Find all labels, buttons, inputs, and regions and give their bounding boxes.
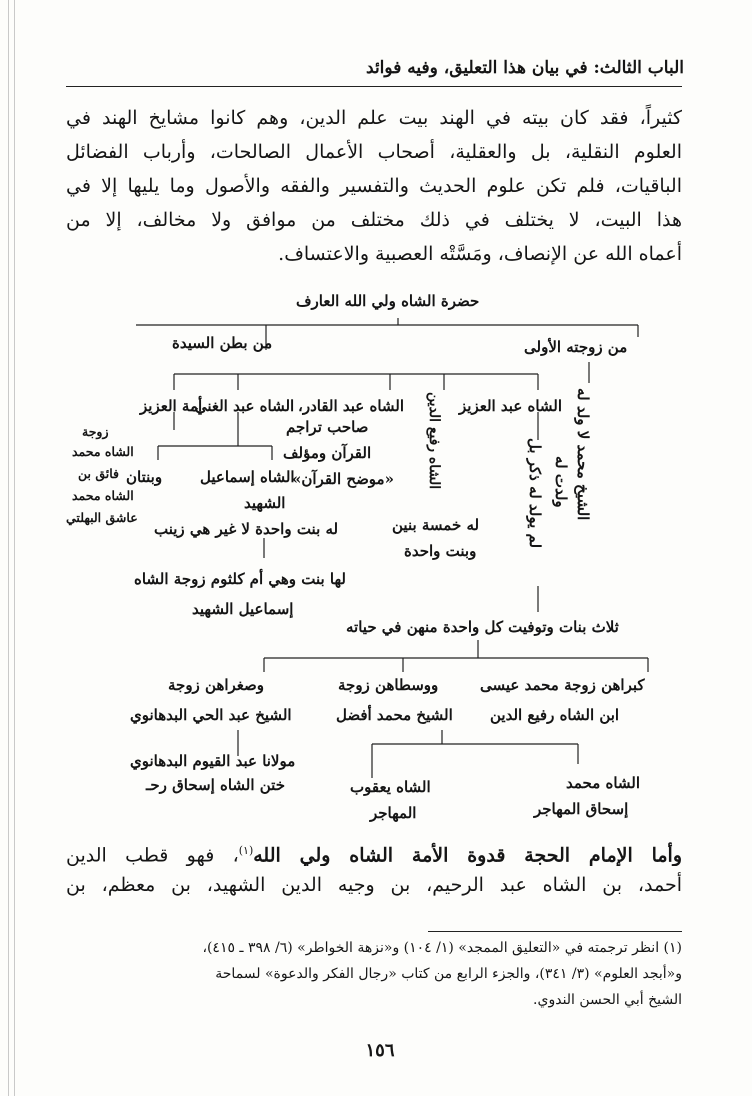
paragraph-line-2: العلوم النقلية، بل والعقلية، أصحاب الأعمال الصالحات، وأرباب الفضائل: [66, 141, 682, 163]
tree-youngest-line2: الشيخ عبد الحي البدهانوي: [130, 706, 292, 724]
tree-amat-husband-line3: فائق بن: [78, 466, 120, 481]
paragraph-line-1: كثيراً، فقد كان بيته في الهند بيت علم الدين، وهم كانوا مشايخ الهند في: [66, 107, 682, 129]
tree-abdulqayyum-line1: مولانا عبد القيوم البدهانوي: [130, 752, 296, 770]
tree-root: حضرة الشاه ولي الله العارف: [296, 292, 480, 310]
footnote-line-1: (١) انظر ترجمته في «التعليق الممجد» (١/ ١٠٤) و«نزهة الخواطر» (٦/ ٣٩٨ ـ ٤١٥)،: [202, 940, 682, 956]
tree-son-abdulqadir: الشاه عبد القادر،: [298, 397, 405, 415]
tree-daughter-amatulaziz: أمة العزيز: [140, 397, 203, 415]
tree-amat-husband-line4: الشاه محمد: [72, 488, 134, 503]
tree-yaqub-line2: المهاجر: [370, 804, 417, 822]
tree-son-abdulaziz: الشاه عبد العزيز: [459, 397, 563, 415]
tree-ismail-daughter-line2: إسماعيل الشهيد: [192, 600, 294, 618]
paragraph-line-3: الباقيات، فلم تكن علوم الحديث والتفسير والفقه والأصول وما يليها إلا في: [66, 175, 682, 197]
tree-amat-husband-line2: الشاه محمد: [72, 444, 134, 459]
tree-son-abdulghani: الشاه عبد الغني،: [190, 397, 295, 415]
tree-abdulghani-daughters: وبنتان: [126, 468, 163, 486]
tree-son-muhammad: الشيخ محمد لا ولد له: [574, 388, 592, 521]
footnote-separator: [428, 931, 682, 932]
running-header: الباب الثالث: في بيان هذا التعليق، وفيه فوائد: [366, 58, 684, 78]
closing-heading: وأما الإمام الحجة قدوة الأمة الشاه ولي الله: [253, 844, 682, 866]
paragraph-line-5: أعماه الله عن الإنصاف، ومَسَّتْه العصبية والاعتساف.: [278, 243, 682, 265]
tree-middle-line2: الشيخ محمد أفضل: [336, 706, 453, 724]
tree-no-son-line1: لم يولد له ذكر بل: [526, 438, 544, 549]
tree-abdulqayyum-line2: ختن الشاه إسحاق رحـ: [146, 776, 285, 794]
tree-abdulqadir-desc-line1: صاحب تراجم: [286, 418, 369, 436]
paragraph-line-4: هذا البيت، لا يختلف في ذلك مختلف من موافق ولا مخالف، إلا من: [66, 209, 682, 231]
tree-eldest-line1: كبراهن زوجة محمد عيسى: [480, 676, 645, 694]
tree-amat-husband-line5: عاشق البهلتي: [66, 510, 138, 525]
footnote-line-3: الشيخ أبي الحسن الندوي.: [533, 992, 682, 1008]
tree-wife-first: من زوجته الأولى: [524, 338, 628, 356]
tree-middle-line1: ووسطاهن زوجة: [338, 676, 439, 694]
tree-eldest-line2: ابن الشاه رفيع الدين: [490, 706, 620, 724]
closing-line-1-tail: ، فهو قطب الدين: [66, 844, 239, 866]
tree-ishaq-line2: إسحاق المهاجر: [534, 800, 629, 818]
tree-rafi-children-line1: له خمسة بنين: [392, 516, 480, 534]
tree-youngest-line1: وصغراهن زوجة: [168, 676, 265, 694]
tree-wife-second: من بطن السيدة: [172, 334, 273, 352]
tree-amat-husband-line1: زوجة: [82, 424, 109, 439]
tree-son-rafi: الشاه رفيع الدين: [426, 392, 442, 490]
tree-no-son-line2: ولدت له: [552, 456, 570, 508]
page-number: ١٥٦: [365, 1040, 395, 1061]
tree-three-daughters: ثلاث بنات وتوفيت كل واحدة منهن في حياته: [346, 618, 619, 636]
tree-ishaq-line1: الشاه محمد: [566, 774, 641, 792]
tree-rafi-children-line2: وبنت واحدة: [404, 542, 477, 560]
tree-ismail-line2: الشهيد: [244, 494, 286, 512]
closing-line-2: أحمد، بن الشاه عبد الرحيم، بن وجيه الدين الشهيد، بن معظم، بن: [66, 874, 682, 896]
tree-abdulqadir-daughter: له بنت واحدة لا غير هي زينب: [154, 520, 339, 538]
footnote-line-2: و«أبجد العلوم» (٣/ ٣٤١)، والجزء الرابع من كتاب «رجال الفكر والدعوة» لسماحة: [215, 966, 682, 982]
tree-yaqub-line1: الشاه يعقوب: [350, 778, 431, 796]
tree-abdulqadir-desc-line3: «موضح القرآن»: [292, 470, 394, 488]
tree-ismail-line1: الشاه إسماعيل: [200, 468, 295, 486]
closing-line-1: [66, 836, 682, 866]
tree-abdulqadir-desc-line2: القرآن ومؤلف: [283, 444, 372, 462]
tree-ismail-daughter-line1: لها بنت وهي أم كلثوم زوجة الشاه: [134, 570, 346, 588]
footnote-ref[interactable]: (١): [238, 844, 254, 857]
